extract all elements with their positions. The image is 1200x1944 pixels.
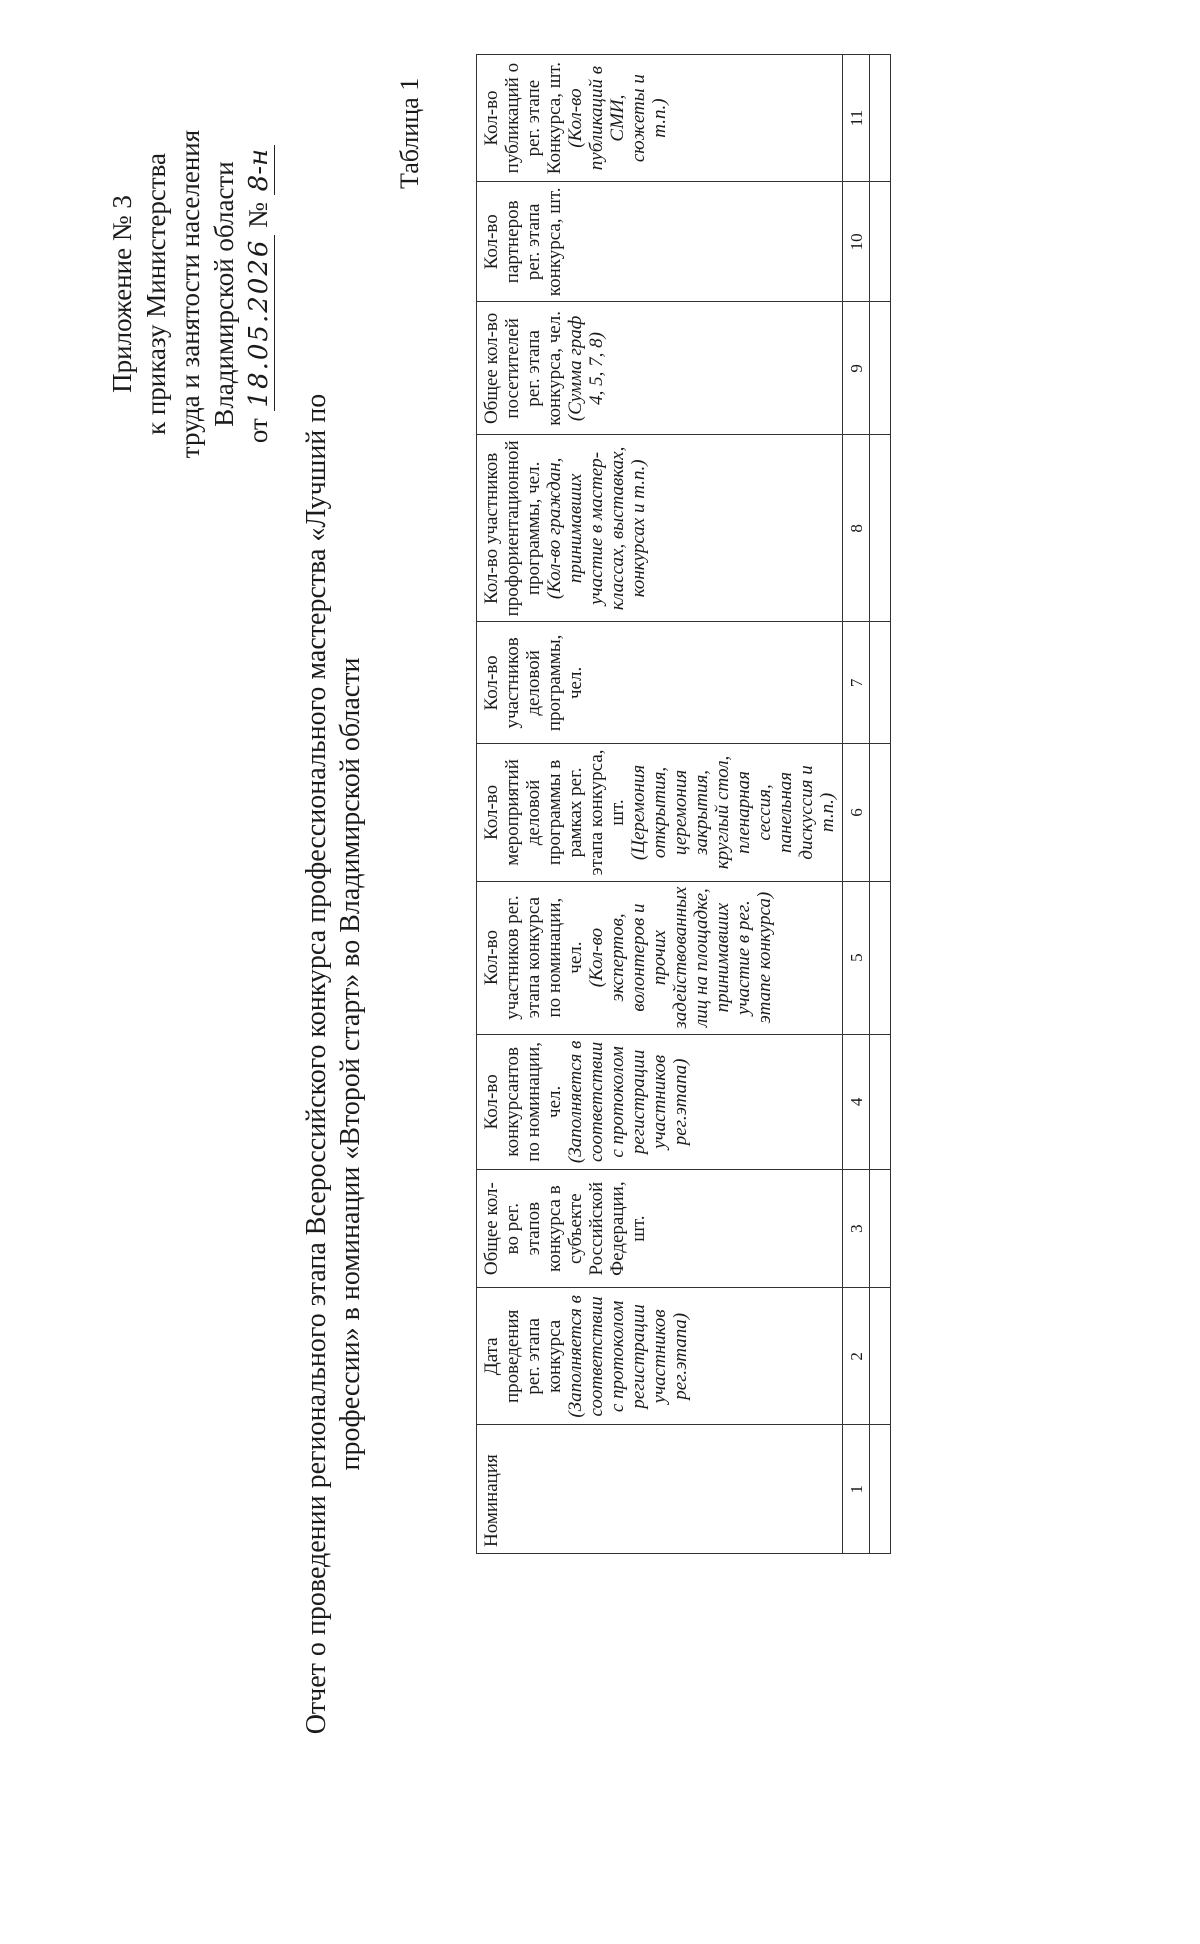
empty-cell[interactable] bbox=[870, 435, 891, 622]
region-name: Владимирской области bbox=[209, 161, 239, 427]
empty-cell[interactable] bbox=[870, 1288, 891, 1425]
table-label: Таблица 1 bbox=[395, 77, 424, 189]
empty-cell[interactable] bbox=[870, 302, 891, 435]
empty-cell[interactable] bbox=[870, 1034, 891, 1169]
column-number: 11 bbox=[843, 55, 870, 182]
header-cell-career-participants: Кол-во участников профориентационной программы, чел. (Кол-во граждан, принимавших участие в мастер-классах, выставках, конкурсах и т.п.) bbox=[477, 435, 843, 622]
column-number: 1 bbox=[843, 1425, 870, 1554]
empty-data-row bbox=[870, 55, 891, 1554]
header-cell-business-participants: Кол-во участников деловой программы, чел. bbox=[477, 622, 843, 744]
column-number: 3 bbox=[843, 1170, 870, 1288]
number-label: № bbox=[243, 202, 273, 228]
handwritten-number: 8-н bbox=[244, 145, 275, 195]
table-header-row bbox=[477, 55, 843, 1554]
column-number: 8 bbox=[843, 435, 870, 622]
column-number: 9 bbox=[843, 302, 870, 435]
column-number: 2 bbox=[843, 1288, 870, 1425]
title-line-2: профессии» в номинации «Второй старт» во Владимирской области bbox=[335, 657, 366, 1471]
header-cell-date: Дата проведения рег. этапа конкурса (Заполняется в соответствии с протоколом регистрации участников рег.этапа) bbox=[477, 1288, 843, 1425]
empty-cell[interactable] bbox=[870, 1425, 891, 1554]
report-title bbox=[300, 284, 368, 1844]
report-table bbox=[476, 54, 891, 1554]
column-number: 6 bbox=[843, 744, 870, 881]
handwritten-date: 18.05.2026 bbox=[244, 235, 275, 412]
ministry-name: труда и занятости населения bbox=[175, 129, 205, 459]
order-reference: к приказу Министерства bbox=[141, 152, 171, 436]
header-cell-stage-count: Общее кол-во рег. этапов конкурса в субъекте Российской Федерации, шт. bbox=[477, 1170, 843, 1288]
header-cell-participants: Кол-во участников рег. этапа конкурса по номинации, чел. (Кол-во экспертов, волонтеров и прочих задействованных лиц на площадке, принимавших участие в рег. этапе конкурса) bbox=[477, 881, 843, 1034]
column-number: 5 bbox=[843, 881, 870, 1034]
header-cell-nomination: Номинация bbox=[477, 1425, 843, 1554]
empty-cell[interactable] bbox=[870, 622, 891, 744]
column-number-row bbox=[843, 55, 870, 1554]
header-cell-visitors: Общее кол-во посетителей рег. этапа конкурса, чел. (Сумма граф 4, 5, 7, 8) bbox=[477, 302, 843, 435]
empty-cell[interactable] bbox=[870, 881, 891, 1034]
header-cell-events: Кол-во мероприятий деловой программы в рамках рег. этапа конкурса, шт. (Церемония открытия, церемония закрытия, круглый стол, пленарная сессия, панельная дискуссия и т.п.) bbox=[477, 744, 843, 881]
empty-cell[interactable] bbox=[870, 182, 891, 302]
appendix-number: Приложение № 3 bbox=[107, 195, 137, 393]
header-cell-partners: Кол-во партнеров рег. этапа конкурса, шт. bbox=[477, 182, 843, 302]
header-cell-contestants: Кол-во конкурсантов по номинации, чел. (Заполняется в соответствии с протоколом регистрации участников рег.этапа) bbox=[477, 1034, 843, 1169]
empty-cell[interactable] bbox=[870, 55, 891, 182]
empty-cell[interactable] bbox=[870, 1170, 891, 1288]
column-number: 7 bbox=[843, 622, 870, 744]
title-line-1: Отчет о проведении регионального этапа Всероссийского конкурса профессионального мастерства «Лучший по bbox=[301, 393, 332, 1735]
column-number: 4 bbox=[843, 1034, 870, 1169]
header-cell-publications: Кол-во публикаций о рег. этапе Конкурса, шт. (Кол-во публикаций в СМИ, сюжеты и т.п.) bbox=[477, 55, 843, 182]
date-prefix: от bbox=[243, 418, 273, 444]
order-date-line bbox=[241, 84, 276, 504]
column-number: 10 bbox=[843, 182, 870, 302]
empty-cell[interactable] bbox=[870, 744, 891, 881]
appendix-header bbox=[105, 84, 276, 504]
